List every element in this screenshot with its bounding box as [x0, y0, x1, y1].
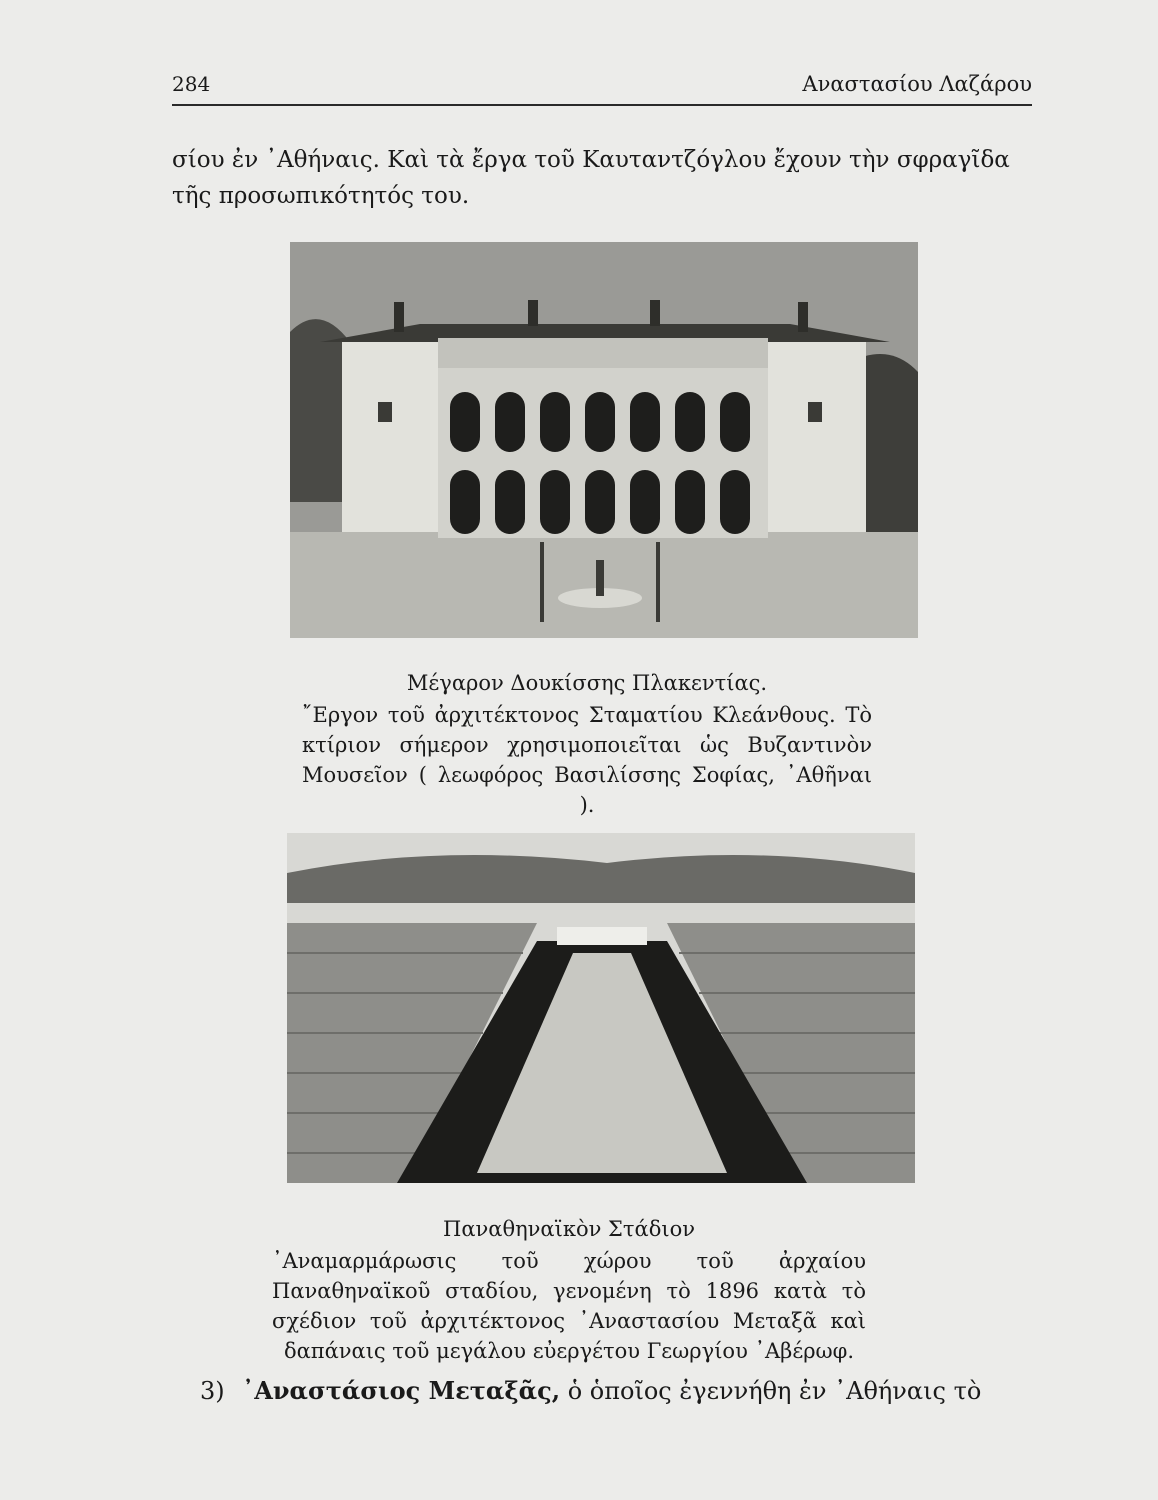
figure2-text: ᾿Αναμαρμάρωσις τοῦ χώρου τοῦ ἀρχαίου Παναθηναϊκοῦ σταδίου, γενομένη τὸ 1896 κατὰ τὸ σχέδιον τοῦ ἀρχιτέκτονος ᾿Αναστασίου Μεταξᾶ καὶ δαπάναις τοῦ μεγάλου εὐεργέτου Γεωργίου ᾿Αβέρωφ. — [272, 1249, 866, 1363]
person-name: ᾿Αναστάσιος Μεταξᾶς, — [242, 1376, 561, 1405]
paragraph-text: ὁ ὁποῖος ἐγεννήθη ἐν ᾿Αθήναις τὸ — [567, 1377, 982, 1405]
figure1-text: ῎Εργον τοῦ ἀρχιτέκτονος Σταματίου Κλεάνθους. Τὸ κτίριον σήμερον χρησιμοποιεῖται ὡς Βυζαντινὸν Μουσεῖον ( λεωφόρος Βασιλίσσης Σοφίας, ᾿Αθῆναι ). — [302, 703, 872, 817]
figure1-title: Μέγαρον Δουκίσσης Πλακεντίας. — [406, 671, 768, 695]
paragraph-start — [200, 1376, 1000, 1405]
intro-line: τῆς προσωπικότητός του. — [172, 183, 470, 209]
figure2-title: Παναθηναϊκὸν Στάδιον — [443, 1217, 695, 1241]
page-header — [172, 68, 1032, 106]
figure1-caption — [302, 668, 872, 820]
stadium-photo — [287, 833, 915, 1183]
intro-paragraph — [172, 142, 1042, 214]
running-head: Αναστασίου Λαζάρου — [802, 72, 1032, 96]
mansion-photo — [290, 242, 918, 638]
intro-line: σίου ἐν ᾿Αθήναις. Καὶ τὰ ἔργα τοῦ Καυταντζόγλου ἔχουν τὴν σφραγῖδα — [172, 147, 1010, 173]
page-number: 284 — [172, 72, 211, 96]
figure2-caption — [272, 1214, 866, 1366]
item-number: 3) — [200, 1377, 225, 1405]
